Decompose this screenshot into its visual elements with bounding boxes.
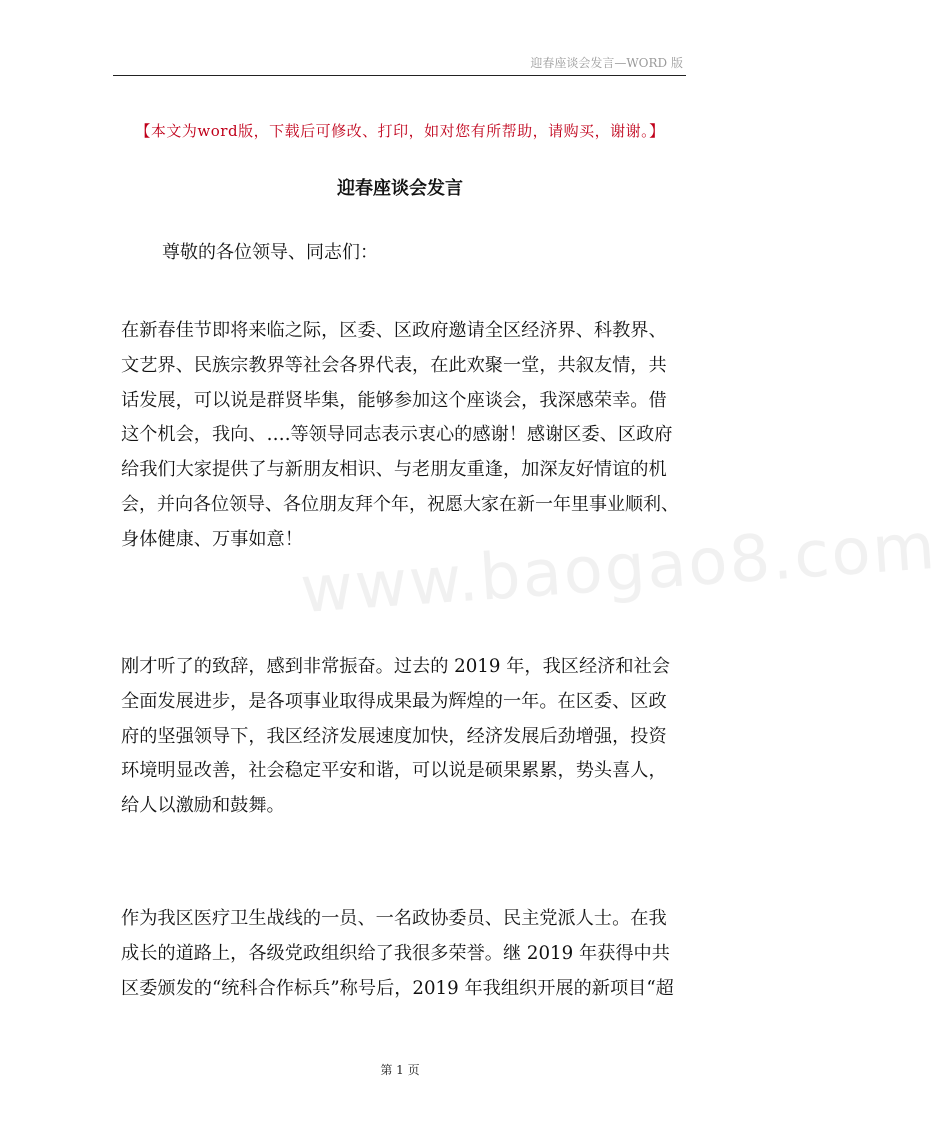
paragraph-line: 在新春佳节即将来临之际，区委、区政府邀请全区经济界、科教界、 [121,320,667,341]
header-running-title: 迎春座谈会发言—WORD 版 [530,56,683,70]
purchase-notice: 【本文为word版，下载后可修改、打印，如对您有所帮助，请购买，谢谢。】 [135,122,665,140]
paragraph-line: 府的坚强领导下，我区经济发展速度加快，经济发展后劲增强，投资 [121,725,667,747]
paragraph-line: 作为我区医疗卫生战线的一员、一名政协委员、民主党派人士。在我 [121,908,667,929]
paragraph-line: 话发展，可以说是群贤毕集，能够参加这个座谈会，我深感荣幸。借 [121,389,667,411]
paragraph-line: 身体健康、万事如意！ [121,528,303,550]
paragraph-line: 会，并向各位领导、各位朋友拜个年，祝愿大家在新一年里事业顺利、 [121,493,679,515]
paragraph-line: 成长的道路上，各级党政组织给了我很多荣誉。继 2019 年获得中共 [121,942,670,964]
paragraph-3 [121,902,683,1006]
header-divider [113,75,686,76]
paragraph-1 [121,314,683,558]
paragraph-line: 刚才听了的致辞，感到非常振奋。过去的 2019 年，我区经济和社会 [121,656,670,677]
watermark: www.baogao8.com [298,509,939,629]
paragraph-2 [121,650,683,824]
paragraph-line: 环境明显改善，社会稳定平安和谐，可以说是硕果累累，势头喜人， [121,760,667,782]
paragraph-line: 给人以激励和鼓舞。 [121,795,285,817]
paragraph-line: 这个机会，我向、….等领导同志表示衷心的感谢！感谢区委、区政府 [121,424,673,446]
paragraph-line: 全面发展进步，是各项事业取得成果最为辉煌的一年。在区委、区政 [121,690,667,712]
paragraph-line: 区委颁发的“统科合作标兵”称号后，2019 年我组织开展的新项目“超 [121,977,674,999]
document-title: 迎春座谈会发言 [337,178,463,199]
salutation: 尊敬的各位领导、同志们： [162,242,378,263]
paragraph-line: 文艺界、民族宗教界等社会各界代表，在此欢聚一堂，共叙友情，共 [121,354,667,376]
page-number: 第 1 页 [380,1063,420,1077]
paragraph-line: 给我们大家提供了与新朋友相识、与老朋友重逢，加深友好情谊的机 [121,459,667,481]
